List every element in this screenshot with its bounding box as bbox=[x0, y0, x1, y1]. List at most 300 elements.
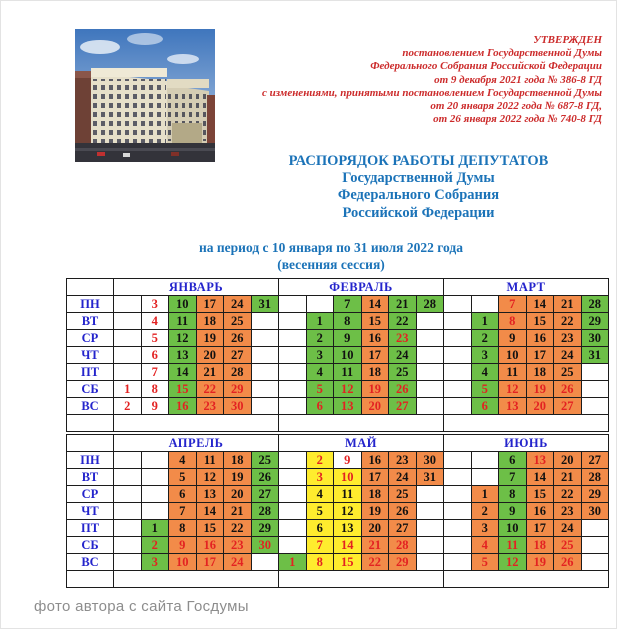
empty-day-cell bbox=[279, 503, 307, 520]
approval-line: Федерального Собрания Российской Федерации bbox=[370, 60, 602, 73]
day-cell: 13 bbox=[169, 347, 197, 364]
day-cell: 2 bbox=[114, 398, 142, 415]
weekday-label: СБ bbox=[67, 537, 114, 554]
empty-day-cell bbox=[416, 520, 444, 537]
empty-day-cell bbox=[416, 486, 444, 503]
day-cell: 7 bbox=[499, 296, 527, 313]
day-cell: 18 bbox=[224, 452, 252, 469]
day-cell: 31 bbox=[416, 469, 444, 486]
period-subtitle bbox=[131, 239, 531, 273]
day-cell: 10 bbox=[499, 347, 527, 364]
day-cell: 23 bbox=[389, 330, 417, 347]
empty-day-cell bbox=[251, 398, 279, 415]
empty-day-cell bbox=[416, 554, 444, 571]
day-cell: 27 bbox=[581, 452, 609, 469]
day-cell: 17 bbox=[196, 296, 224, 313]
day-cell: 12 bbox=[169, 330, 197, 347]
day-cell: 19 bbox=[361, 503, 389, 520]
day-cell: 9 bbox=[499, 503, 527, 520]
day-cell: 11 bbox=[499, 364, 527, 381]
empty-day-cell bbox=[114, 347, 142, 364]
spacer-cell bbox=[114, 571, 279, 588]
month-header: ФЕВРАЛЬ bbox=[279, 279, 444, 296]
month-header-row bbox=[67, 279, 609, 296]
day-cell: 13 bbox=[526, 452, 554, 469]
weekday-row bbox=[67, 313, 609, 330]
empty-day-cell bbox=[416, 537, 444, 554]
day-cell: 31 bbox=[581, 347, 609, 364]
approval-line: УТВЕРЖДЕН bbox=[533, 34, 602, 46]
day-cell: 26 bbox=[554, 381, 582, 398]
day-cell: 4 bbox=[471, 537, 499, 554]
day-cell: 22 bbox=[554, 486, 582, 503]
approval-block bbox=[182, 34, 602, 126]
day-cell: 18 bbox=[361, 486, 389, 503]
spacer-cell bbox=[279, 571, 444, 588]
empty-day-cell bbox=[416, 330, 444, 347]
day-cell: 14 bbox=[361, 296, 389, 313]
day-cell: 17 bbox=[361, 347, 389, 364]
day-cell: 7 bbox=[169, 503, 197, 520]
day-cell: 26 bbox=[224, 330, 252, 347]
day-cell: 1 bbox=[306, 313, 334, 330]
empty-day-cell bbox=[444, 486, 472, 503]
weekday-label: ВС bbox=[67, 554, 114, 571]
day-cell: 5 bbox=[306, 381, 334, 398]
day-cell: 23 bbox=[389, 452, 417, 469]
day-cell: 2 bbox=[471, 503, 499, 520]
day-cell: 12 bbox=[334, 503, 362, 520]
empty-day-cell bbox=[114, 469, 142, 486]
day-cell: 22 bbox=[196, 381, 224, 398]
weekday-label: ПН bbox=[67, 452, 114, 469]
day-cell: 29 bbox=[251, 520, 279, 537]
day-cell: 4 bbox=[471, 364, 499, 381]
calendar-table-jan-mar bbox=[66, 278, 609, 432]
day-cell: 24 bbox=[224, 554, 252, 571]
day-cell: 27 bbox=[224, 347, 252, 364]
day-cell: 1 bbox=[471, 486, 499, 503]
day-cell: 7 bbox=[499, 469, 527, 486]
empty-day-cell bbox=[581, 364, 609, 381]
day-cell: 24 bbox=[554, 520, 582, 537]
day-cell: 14 bbox=[196, 503, 224, 520]
day-cell: 21 bbox=[554, 296, 582, 313]
empty-day-cell bbox=[444, 364, 472, 381]
day-cell: 30 bbox=[224, 398, 252, 415]
day-cell: 11 bbox=[334, 364, 362, 381]
day-cell: 25 bbox=[251, 452, 279, 469]
day-cell: 6 bbox=[499, 452, 527, 469]
approval-line: с изменениями, принятыми постановлением Государственной Думы bbox=[262, 86, 602, 99]
day-cell: 6 bbox=[169, 486, 197, 503]
empty-day-cell bbox=[279, 469, 307, 486]
day-cell: 6 bbox=[306, 520, 334, 537]
empty-day-cell bbox=[581, 520, 609, 537]
empty-day-cell bbox=[444, 537, 472, 554]
day-cell: 1 bbox=[471, 313, 499, 330]
day-cell: 9 bbox=[169, 537, 197, 554]
empty-day-cell bbox=[114, 503, 142, 520]
day-cell: 6 bbox=[141, 347, 169, 364]
empty-day-cell bbox=[114, 296, 142, 313]
day-cell: 17 bbox=[526, 347, 554, 364]
day-cell: 3 bbox=[306, 347, 334, 364]
day-cell: 11 bbox=[196, 452, 224, 469]
day-cell: 23 bbox=[224, 537, 252, 554]
day-cell: 28 bbox=[251, 503, 279, 520]
day-cell: 13 bbox=[196, 486, 224, 503]
spacer-row bbox=[67, 571, 609, 588]
day-cell: 16 bbox=[169, 398, 197, 415]
day-cell: 24 bbox=[389, 469, 417, 486]
day-cell: 30 bbox=[251, 537, 279, 554]
day-cell: 11 bbox=[169, 313, 197, 330]
day-cell: 29 bbox=[581, 313, 609, 330]
photo-credit: фото автора с сайта Госдумы bbox=[34, 598, 249, 615]
day-cell: 29 bbox=[224, 381, 252, 398]
day-cell: 3 bbox=[306, 469, 334, 486]
empty-day-cell bbox=[114, 364, 142, 381]
empty-day-cell bbox=[141, 469, 169, 486]
empty-day-cell bbox=[444, 554, 472, 571]
empty-day-cell bbox=[141, 452, 169, 469]
day-cell: 26 bbox=[251, 469, 279, 486]
day-cell: 21 bbox=[196, 364, 224, 381]
empty-day-cell bbox=[444, 313, 472, 330]
month-header: МАЙ bbox=[279, 435, 444, 452]
day-cell: 27 bbox=[389, 520, 417, 537]
day-cell: 5 bbox=[306, 503, 334, 520]
day-cell: 28 bbox=[224, 364, 252, 381]
empty-day-cell bbox=[471, 296, 499, 313]
empty-day-cell bbox=[114, 554, 142, 571]
spacer-cell bbox=[444, 415, 609, 432]
empty-day-cell bbox=[251, 364, 279, 381]
empty-day-cell bbox=[444, 381, 472, 398]
day-cell: 20 bbox=[361, 398, 389, 415]
day-cell: 9 bbox=[334, 452, 362, 469]
empty-day-cell bbox=[279, 364, 307, 381]
day-cell: 14 bbox=[334, 537, 362, 554]
day-cell: 5 bbox=[471, 554, 499, 571]
month-header: АПРЕЛЬ bbox=[114, 435, 279, 452]
day-cell: 10 bbox=[334, 347, 362, 364]
day-cell: 18 bbox=[526, 364, 554, 381]
day-cell: 19 bbox=[526, 381, 554, 398]
spacer-cell bbox=[67, 415, 114, 432]
spacer-row bbox=[67, 415, 609, 432]
spacer-cell bbox=[114, 415, 279, 432]
title-line: Российской Федерации bbox=[342, 204, 495, 221]
month-header: МАРТ bbox=[444, 279, 609, 296]
spacer-cell bbox=[444, 571, 609, 588]
day-cell: 6 bbox=[471, 398, 499, 415]
weekday-label: ПТ bbox=[67, 364, 114, 381]
day-cell: 5 bbox=[141, 330, 169, 347]
day-cell: 15 bbox=[526, 313, 554, 330]
day-cell: 21 bbox=[389, 296, 417, 313]
empty-day-cell bbox=[444, 398, 472, 415]
day-cell: 2 bbox=[306, 330, 334, 347]
day-cell: 16 bbox=[526, 503, 554, 520]
empty-day-cell bbox=[251, 347, 279, 364]
day-cell: 6 bbox=[306, 398, 334, 415]
weekday-row bbox=[67, 381, 609, 398]
day-cell: 29 bbox=[581, 486, 609, 503]
day-cell: 12 bbox=[196, 469, 224, 486]
day-cell: 10 bbox=[334, 469, 362, 486]
empty-day-cell bbox=[416, 503, 444, 520]
day-cell: 13 bbox=[334, 398, 362, 415]
empty-day-cell bbox=[114, 486, 142, 503]
day-cell: 13 bbox=[499, 398, 527, 415]
empty-day-cell bbox=[251, 330, 279, 347]
weekday-label: СР bbox=[67, 330, 114, 347]
weekday-row bbox=[67, 503, 609, 520]
empty-day-cell bbox=[279, 486, 307, 503]
day-cell: 22 bbox=[554, 313, 582, 330]
spacer-cell bbox=[67, 571, 114, 588]
empty-day-cell bbox=[416, 313, 444, 330]
approval-line: от 20 января 2022 года № 687-8 ГД, bbox=[430, 100, 602, 113]
empty-day-cell bbox=[114, 537, 142, 554]
day-cell: 19 bbox=[526, 554, 554, 571]
day-cell: 16 bbox=[526, 330, 554, 347]
day-cell: 11 bbox=[334, 486, 362, 503]
weekday-row bbox=[67, 486, 609, 503]
day-cell: 10 bbox=[499, 520, 527, 537]
day-cell: 24 bbox=[389, 347, 417, 364]
day-cell: 2 bbox=[141, 537, 169, 554]
empty-day-cell bbox=[114, 452, 142, 469]
empty-day-cell bbox=[416, 347, 444, 364]
day-cell: 8 bbox=[499, 486, 527, 503]
calendar-table-apr-jun bbox=[66, 434, 609, 588]
day-cell: 3 bbox=[141, 296, 169, 313]
weekday-label: ВС bbox=[67, 398, 114, 415]
day-cell: 1 bbox=[141, 520, 169, 537]
empty-day-cell bbox=[444, 520, 472, 537]
month-header-row bbox=[67, 435, 609, 452]
day-cell: 25 bbox=[389, 486, 417, 503]
empty-day-cell bbox=[114, 520, 142, 537]
day-cell: 3 bbox=[471, 347, 499, 364]
day-cell: 4 bbox=[141, 313, 169, 330]
day-cell: 15 bbox=[334, 554, 362, 571]
day-cell: 5 bbox=[471, 381, 499, 398]
day-cell: 30 bbox=[416, 452, 444, 469]
day-cell: 17 bbox=[526, 520, 554, 537]
weekday-row bbox=[67, 469, 609, 486]
day-cell: 17 bbox=[361, 469, 389, 486]
period-line: (весенняя сессия) bbox=[277, 257, 385, 272]
empty-day-cell bbox=[444, 452, 472, 469]
weekday-row bbox=[67, 398, 609, 415]
empty-day-cell bbox=[279, 452, 307, 469]
day-cell: 9 bbox=[334, 330, 362, 347]
weekday-label: ПН bbox=[67, 296, 114, 313]
day-cell: 20 bbox=[224, 486, 252, 503]
day-cell: 23 bbox=[554, 503, 582, 520]
weekday-row bbox=[67, 520, 609, 537]
empty-day-cell bbox=[251, 381, 279, 398]
empty-day-cell bbox=[114, 313, 142, 330]
day-cell: 28 bbox=[389, 537, 417, 554]
day-cell: 22 bbox=[389, 313, 417, 330]
day-cell: 28 bbox=[416, 296, 444, 313]
day-cell: 12 bbox=[499, 554, 527, 571]
corner-cell bbox=[67, 279, 114, 296]
day-cell: 22 bbox=[224, 520, 252, 537]
day-cell: 14 bbox=[169, 364, 197, 381]
day-cell: 13 bbox=[334, 520, 362, 537]
day-cell: 8 bbox=[169, 520, 197, 537]
day-cell: 7 bbox=[141, 364, 169, 381]
empty-day-cell bbox=[251, 554, 279, 571]
empty-day-cell bbox=[141, 486, 169, 503]
day-cell: 4 bbox=[169, 452, 197, 469]
day-cell: 12 bbox=[499, 381, 527, 398]
approval-line: от 9 декабря 2021 года № 386-8 ГД bbox=[434, 73, 602, 86]
empty-day-cell bbox=[279, 381, 307, 398]
day-cell: 26 bbox=[389, 503, 417, 520]
empty-day-cell bbox=[114, 330, 142, 347]
weekday-label: ВТ bbox=[67, 469, 114, 486]
day-cell: 31 bbox=[251, 296, 279, 313]
month-header: ИЮНЬ bbox=[444, 435, 609, 452]
weekday-row bbox=[67, 452, 609, 469]
day-cell: 2 bbox=[306, 452, 334, 469]
weekday-label: СБ bbox=[67, 381, 114, 398]
empty-day-cell bbox=[279, 537, 307, 554]
day-cell: 11 bbox=[499, 537, 527, 554]
empty-day-cell bbox=[581, 398, 609, 415]
day-cell: 26 bbox=[389, 381, 417, 398]
empty-day-cell bbox=[416, 364, 444, 381]
weekday-row bbox=[67, 554, 609, 571]
day-cell: 15 bbox=[526, 486, 554, 503]
day-cell: 27 bbox=[389, 398, 417, 415]
title-line: Федерального Собрания bbox=[337, 187, 500, 204]
empty-day-cell bbox=[471, 452, 499, 469]
day-cell: 2 bbox=[471, 330, 499, 347]
day-cell: 24 bbox=[224, 296, 252, 313]
day-cell: 27 bbox=[554, 398, 582, 415]
title-line: Государственной Думы bbox=[342, 170, 495, 187]
empty-day-cell bbox=[279, 330, 307, 347]
spacer-cell bbox=[279, 415, 444, 432]
empty-day-cell bbox=[444, 296, 472, 313]
day-cell: 9 bbox=[141, 398, 169, 415]
day-cell: 16 bbox=[196, 537, 224, 554]
weekday-label: ПТ bbox=[67, 520, 114, 537]
weekday-row bbox=[67, 330, 609, 347]
day-cell: 7 bbox=[306, 537, 334, 554]
day-cell: 3 bbox=[141, 554, 169, 571]
day-cell: 16 bbox=[361, 330, 389, 347]
document-title bbox=[231, 153, 606, 222]
period-line: на период с 10 января по 31 июля 2022 года bbox=[199, 240, 463, 255]
day-cell: 21 bbox=[224, 503, 252, 520]
weekday-label: ВТ bbox=[67, 313, 114, 330]
empty-day-cell bbox=[251, 313, 279, 330]
day-cell: 8 bbox=[306, 554, 334, 571]
day-cell: 20 bbox=[196, 347, 224, 364]
day-cell: 19 bbox=[196, 330, 224, 347]
empty-day-cell bbox=[279, 313, 307, 330]
day-cell: 25 bbox=[389, 364, 417, 381]
day-cell: 8 bbox=[141, 381, 169, 398]
day-cell: 18 bbox=[361, 364, 389, 381]
empty-day-cell bbox=[444, 503, 472, 520]
empty-day-cell bbox=[279, 398, 307, 415]
empty-day-cell bbox=[444, 330, 472, 347]
day-cell: 4 bbox=[306, 364, 334, 381]
day-cell: 9 bbox=[499, 330, 527, 347]
day-cell: 18 bbox=[196, 313, 224, 330]
approval-line: от 26 января 2022 года № 740-8 ГД bbox=[433, 113, 602, 126]
day-cell: 8 bbox=[499, 313, 527, 330]
empty-day-cell bbox=[581, 554, 609, 571]
day-cell: 15 bbox=[361, 313, 389, 330]
day-cell: 28 bbox=[581, 469, 609, 486]
day-cell: 19 bbox=[224, 469, 252, 486]
day-cell: 20 bbox=[361, 520, 389, 537]
day-cell: 25 bbox=[224, 313, 252, 330]
day-cell: 23 bbox=[196, 398, 224, 415]
empty-day-cell bbox=[444, 469, 472, 486]
empty-day-cell bbox=[416, 381, 444, 398]
day-cell: 22 bbox=[361, 554, 389, 571]
day-cell: 1 bbox=[279, 554, 307, 571]
day-cell: 15 bbox=[169, 381, 197, 398]
empty-day-cell bbox=[444, 347, 472, 364]
weekday-label: ЧТ bbox=[67, 503, 114, 520]
day-cell: 16 bbox=[361, 452, 389, 469]
day-cell: 18 bbox=[526, 537, 554, 554]
empty-day-cell bbox=[279, 347, 307, 364]
weekday-label: СР bbox=[67, 486, 114, 503]
empty-day-cell bbox=[471, 469, 499, 486]
day-cell: 5 bbox=[169, 469, 197, 486]
day-cell: 28 bbox=[581, 296, 609, 313]
day-cell: 15 bbox=[196, 520, 224, 537]
day-cell: 12 bbox=[334, 381, 362, 398]
day-cell: 1 bbox=[114, 381, 142, 398]
empty-day-cell bbox=[141, 503, 169, 520]
empty-day-cell bbox=[581, 381, 609, 398]
weekday-row bbox=[67, 296, 609, 313]
day-cell: 20 bbox=[526, 398, 554, 415]
day-cell: 27 bbox=[251, 486, 279, 503]
day-cell: 25 bbox=[554, 537, 582, 554]
day-cell: 8 bbox=[334, 313, 362, 330]
weekday-row bbox=[67, 537, 609, 554]
weekday-row bbox=[67, 364, 609, 381]
corner-cell bbox=[67, 435, 114, 452]
weekday-label: ЧТ bbox=[67, 347, 114, 364]
empty-day-cell bbox=[416, 398, 444, 415]
day-cell: 21 bbox=[361, 537, 389, 554]
day-cell: 24 bbox=[554, 347, 582, 364]
day-cell: 14 bbox=[526, 469, 554, 486]
day-cell: 29 bbox=[389, 554, 417, 571]
day-cell: 23 bbox=[554, 330, 582, 347]
day-cell: 17 bbox=[196, 554, 224, 571]
title-line: РАСПОРЯДОК РАБОТЫ ДЕПУТАТОВ bbox=[288, 153, 549, 169]
day-cell: 14 bbox=[526, 296, 554, 313]
